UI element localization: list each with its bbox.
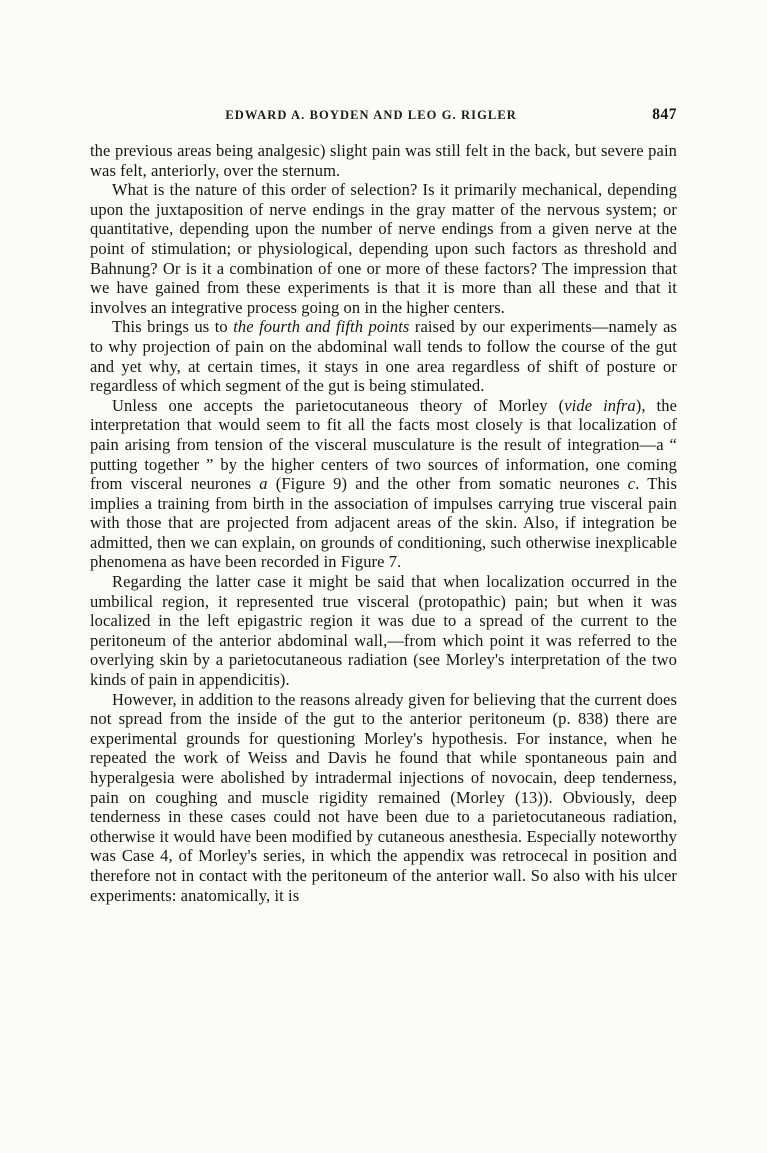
text-segment: (Figure 9) and the other from somatic neurones (267, 474, 628, 494)
body-text (90, 141, 677, 905)
paragraph (90, 317, 677, 395)
text-segment-italic: vide infra (564, 395, 636, 415)
paragraph (90, 141, 677, 180)
paragraph (90, 572, 677, 690)
text-segment: the previous areas being analgesic) slight pain was still felt in the back, but severe pain was felt, anteriorly, over the sternum. (90, 141, 677, 180)
paragraph (90, 690, 677, 906)
page-number: 847 (652, 106, 677, 123)
text-segment: Regarding the latter case it might be said that when localization occurred in the umbilical region, it represented true visceral (protopathic) pain; but when it was localized in the left epigastric region it was due to a spread of the current to the peritoneum of the anterior abdominal wall,—from which point it was referred to the overlying skin by a parietocutaneous radiation (see Morley's interpretation of the two kinds of pain in appendicitis). (90, 572, 677, 690)
text-segment: ), the interpretation that would seem to fit all the facts most closely is that localization of pain arising from tension of the visceral musculature is the result of integration—a “ putting together ” by the higher centers of two sources of information, one coming from visceral neurones (90, 395, 677, 494)
running-title: EDWARD A. BOYDEN AND LEO G. RIGLER (225, 108, 517, 122)
text-segment: Unless one accepts the parietocutaneous theory of Morley ( (112, 395, 565, 415)
paragraph (90, 180, 677, 317)
text-segment-italic: the fourth and fifth points (233, 317, 410, 337)
text-segment: . This implies a training from birth in the association of impulses carrying true visceral pain with those that are projected from adjacent areas of the skin. Also, if integration be admitted, then we can explain, on grounds of conditioning, such otherwise inexplicable phenomena as have been recorded in Figure 7. (90, 474, 677, 572)
text-segment: This brings us to (112, 317, 234, 337)
text-segment: raised by our experiments—namely as to why projection of pain on the abdominal wall tends to follow the course of the gut and yet why, at certain times, it stays in one area regardless of shift of posture or regardless of which segment of the gut is being stimulated. (90, 317, 678, 396)
text-segment-italic: a (259, 474, 268, 494)
text-segment: What is the nature of this order of selection? Is it primarily mechanical, depending upon the juxtaposition of nerve endings in the gray matter of the nervous system; or quantitative, depending upon the number of nerve endings from a given nerve at the point of stimulation; or physiological, depending upon such factors as threshold and Bahnung? Or is it a combination of one or more of these factors? The impression that we have gained from these experiments is that it is more than all these and that it involves an integrative process going on in the higher centers. (90, 180, 677, 317)
page-header (90, 106, 677, 124)
text-segment: However, in addition to the reasons already given for believing that the current does not spread from the inside of the gut to the anterior peritoneum (p. 838) there are experimental grounds for questioning Morley's hypothesis. For instance, when he repeated the work of Weiss and Davis he found that while spontaneous pain and hyperalgesia were abolished by intradermal injections of novocain, deep tenderness, pain on coughing and muscle rigidity remained (Morley (13)). Obviously, deep tenderness in these cases could not have been due to a parietocutaneous radiation, otherwise it would have been modified by cutaneous anesthesia. Especially noteworthy was Case 4, of Morley's series, in which the appendix was retrocecal in position and therefore not in contact with the peritoneum of the anterior wall. So also with his ulcer experiments: anatomically, it is (90, 689, 677, 905)
text-segment-italic: c (627, 474, 636, 494)
paragraph (90, 396, 677, 572)
